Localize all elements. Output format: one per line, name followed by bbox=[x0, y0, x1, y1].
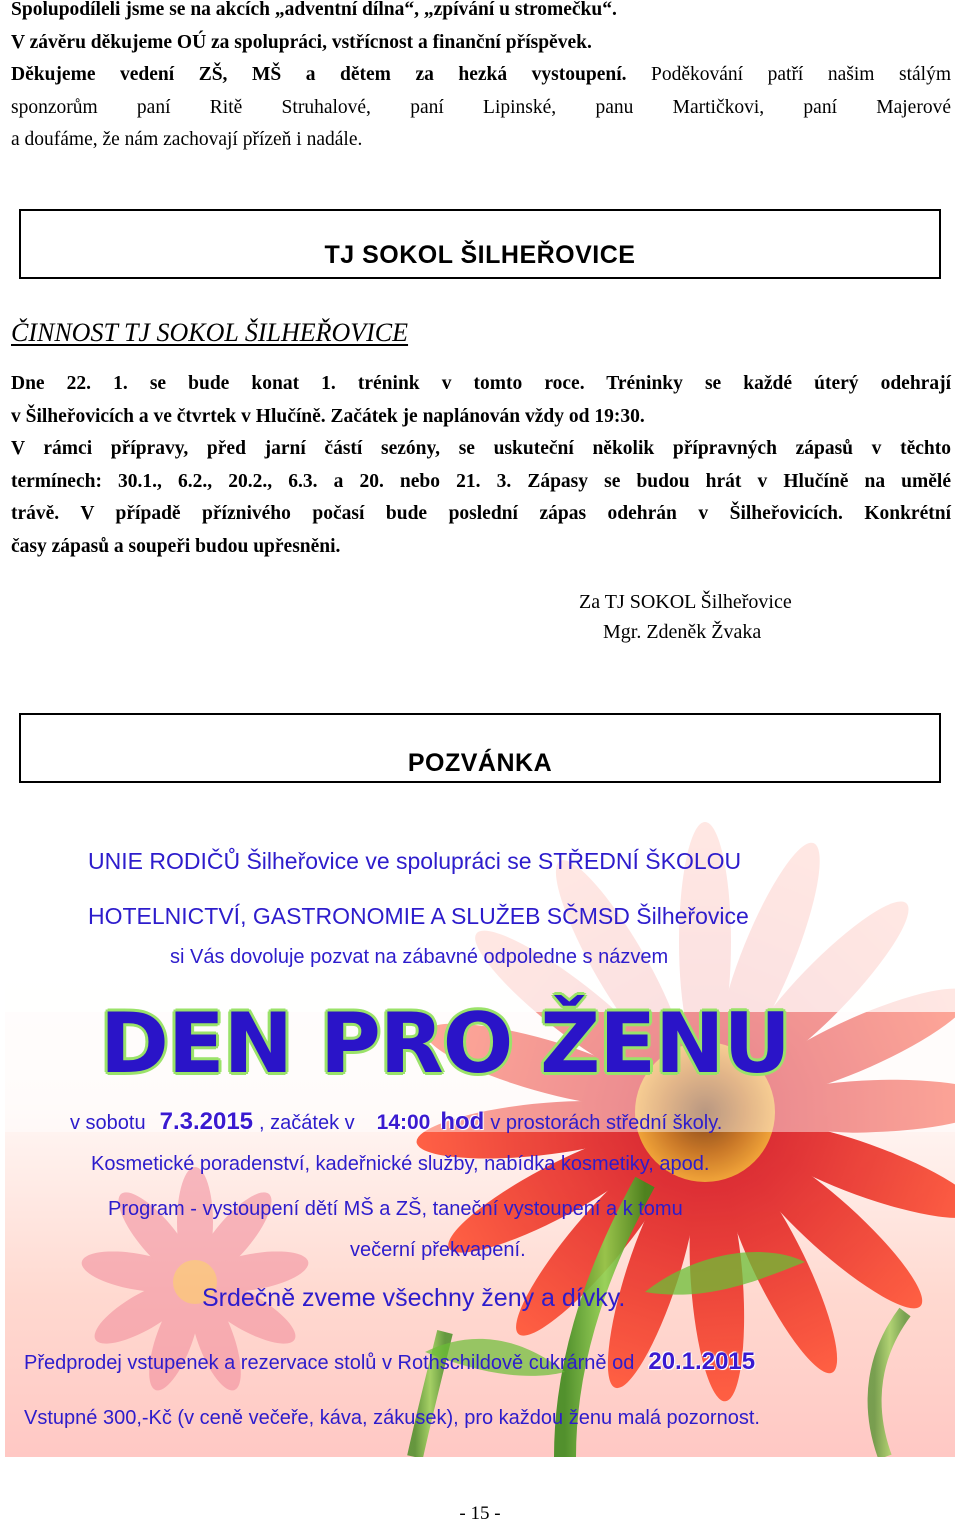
invitation-header-text: POZVÁNKA bbox=[407, 749, 553, 777]
intro-line-2: V závěru děkujeme OÚ za spolupráci, vstřícnost a finanční příspěvek. bbox=[11, 31, 592, 53]
signature-line-2: Mgr. Zdeněk Žvaka bbox=[603, 621, 762, 643]
event-venue: v prostorách střední školy. bbox=[490, 1112, 723, 1134]
event-poster bbox=[5, 812, 955, 1457]
poster-line-1: UNIE RODIČŮ Šilheřovice ve spolupráci se STŘEDNÍ ŠKOLOU bbox=[88, 848, 742, 874]
intro-line-5: a doufáme, že nám zachovají přízeň i nadále. bbox=[11, 129, 363, 150]
intro-line-4: sponzorům paní Ritě Struhalové, paní Lipinské, panu Martičkovi, paní Majerové bbox=[11, 96, 951, 118]
sokol-line-5: trávě. V případě příznivého počasí bude poslední zápas odehrán v Šilheřovicích. Konkrétní bbox=[11, 503, 951, 524]
intro-paragraph bbox=[11, 0, 951, 157]
intro-line-1: Spolupodíleli jsme se na akcích „adventní dílna“, „zpívání u stromečku“. bbox=[11, 0, 617, 20]
sokol-header-text: TJ SOKOL ŠILHEŘOVICE bbox=[324, 241, 636, 269]
sokol-line-1: Dne 22. 1. se bude konat 1. trénink v tomto roce. Tréninky se každé úterý odehrají bbox=[11, 373, 951, 394]
presale-text: Předprodej vstupenek a rezervace stolů v Rothschildově cukrárně od bbox=[24, 1352, 635, 1374]
sokol-line-4: termínech: 30.1., 6.2., 20.2., 6.3. a 20. nebo 21. 3. Zápasy se budou hrát v Hlučíně na umělé bbox=[11, 470, 951, 492]
poster-entry: Vstupné 300,-Kč (v ceně večeře, káva, zákusek), pro každou ženu malá pozornost. bbox=[24, 1407, 760, 1429]
on-saturday-text: v sobotu bbox=[70, 1112, 146, 1134]
event-time: 14:00 bbox=[376, 1111, 431, 1134]
poster-welcome: Srdečně zveme všechny ženy a dívky. bbox=[202, 1284, 626, 1312]
invitation-header-box bbox=[19, 713, 941, 783]
event-date: 7.3.2015 bbox=[159, 1108, 254, 1135]
sokol-section-title: ČINNOST TJ SOKOL ŠILHEŘOVICE bbox=[11, 318, 409, 347]
presale-date: 20.1.2015 bbox=[648, 1348, 756, 1375]
start-text: , začátek v bbox=[259, 1112, 355, 1134]
intro-line-3-thin: Poděkování patří našim stálým bbox=[626, 64, 951, 85]
poster-program-1: Program - vystoupení dětí MŠ a ZŠ, taneční vystoupení a k tomu bbox=[108, 1198, 683, 1220]
poster-date-line bbox=[70, 1108, 722, 1136]
poster-presale-line bbox=[24, 1348, 755, 1376]
poster-line-2: HOTELNICTVÍ, GASTRONOMIE A SLUŽEB SČMSD Šilheřovice bbox=[88, 903, 749, 929]
sokol-body bbox=[11, 368, 951, 563]
signature-line-1: Za TJ SOKOL Šilheřovice bbox=[579, 591, 792, 613]
sokol-line-3: V rámci přípravy, před jarní částí sezóny, se uskuteční několik přípravných zápasů v těchto bbox=[11, 438, 951, 459]
sokol-header-box bbox=[19, 209, 941, 279]
poster-program-2: večerní překvapení. bbox=[350, 1239, 526, 1261]
poster-services: Kosmetické poradenství, kadeřnické služby, nabídka kosmetiky, apod. bbox=[91, 1153, 710, 1175]
sokol-line-2: v Šilheřovicích a ve čtvrtek v Hlučíně. Začátek je naplánován vždy od 19:30. bbox=[11, 405, 645, 427]
sokol-line-6: časy zápasů a soupeři budou upřesněni. bbox=[11, 535, 341, 557]
hour-word: hod bbox=[440, 1108, 485, 1135]
event-title: DEN PRO ŽENU bbox=[100, 995, 790, 1092]
page-number: - 15 - bbox=[459, 1503, 501, 1524]
intro-line-3 bbox=[11, 59, 951, 92]
poster-line-3: si Vás dovoluje pozvat na zábavné odpoledne s názvem bbox=[170, 946, 669, 968]
intro-line-3-bold: Děkujeme vedení ZŠ, MŠ a dětem za hezká vystoupení. bbox=[11, 64, 627, 85]
